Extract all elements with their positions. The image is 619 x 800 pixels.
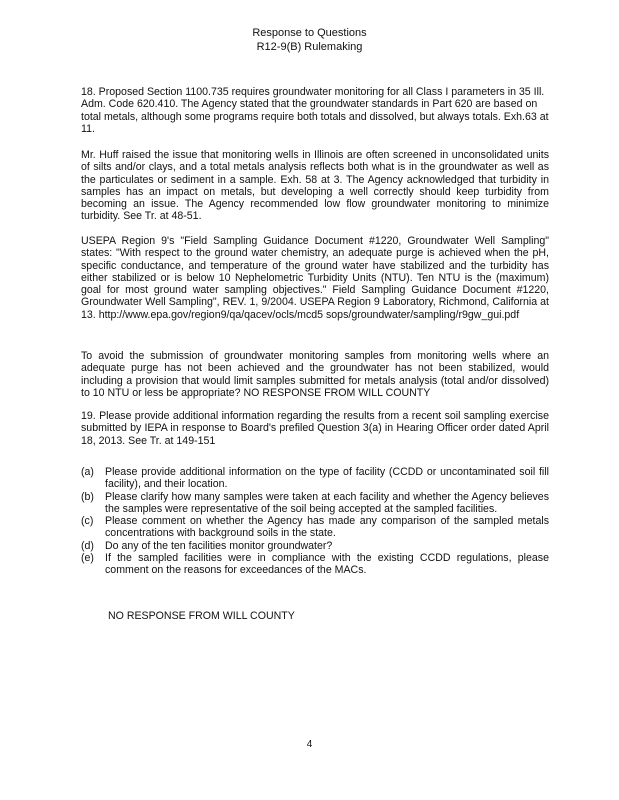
turbidity-question-paragraph: To avoid the submission of groundwater monitoring samples from monitoring wells where an adequate purge has not been achieved and the groundwater has not been stabilized, would including a provision that would limit samples submitted for metals analysis (total and/or dissolved) to 10 NTU or less be appropriate? NO RESPONSE FROM WILL COUNTY <box>81 350 549 399</box>
subquestion-list <box>81 466 549 577</box>
subquestion-item <box>81 540 549 552</box>
question-18-paragraph: 18. Proposed Section 1100.735 requires groundwater monitoring for all Class I parameters in 35 Ill. Adm. Code 620.410. The Agency stated that the groundwater standards in Part 620 are based on total metals, although some programs require both totals and dissolved, but always totals. Exh.63 at 11. <box>81 86 549 135</box>
subquestion-item <box>81 491 549 516</box>
subquestion-item <box>81 466 549 491</box>
subquestion-item <box>81 552 549 577</box>
subquestion-marker: (e) <box>81 552 94 565</box>
huff-paragraph: Mr. Huff raised the issue that monitoring wells in Illinois are often screened in unconsolidated units of silts and/or clays, and a total metals analysis reflects both what is in the groundwater as well as the particulates or sediment in a sample. Exh. 58 at 3. The Agency acknowledged that turbidity in samples has an impact on metals, but developing a well correctly should keep turbidity from becoming an issue. The Agency recommended low flow groundwater monitoring to minimize turbidity. See Tr. at 48-51. <box>81 149 549 223</box>
subquestion-marker: (c) <box>81 515 94 528</box>
subquestion-marker: (b) <box>81 490 94 503</box>
subquestion-text: Please clarify how many samples were taken at each facility and whether the Agency believes the samples were representative of the soil being accepted at the sampled facilities. <box>105 490 549 515</box>
subquestion-text: Please comment on whether the Agency has made any comparison of the sampled metals concentrations with background soils in the state. <box>105 515 549 540</box>
question-19-paragraph: 19. Please provide additional information regarding the results from a recent soil sampling exercise submitted by IEPA in response to Board's prefiled Question 3(a) in Hearing Officer order dated April 18, 2013. See Tr. at 149-151 <box>81 410 549 447</box>
usepa-paragraph <box>81 235 549 321</box>
usepa-url-link[interactable]: http://www.epa.gov/region9/qa/qacev/ocls/mcd5 sops/groundwater/sampling/r9gw_gui.pdf <box>98 308 520 321</box>
subquestion-text: Please provide additional information on the type of facility (CCDD or uncontaminated soil fill facility), and their location. <box>105 466 549 491</box>
subquestion-marker: (d) <box>81 539 94 552</box>
page-number: 4 <box>306 739 313 750</box>
subquestion-marker: (a) <box>81 466 94 478</box>
subquestion-text: Do any of the ten facilities monitor groundwater? <box>105 539 333 552</box>
subquestion-item <box>81 515 549 540</box>
subquestion-text: If the sampled facilities were in compliance with the existing CCDD regulations, please comment on the reasons for exceedances of the MACs. <box>105 552 549 577</box>
no-response-note: NO RESPONSE FROM WILL COUNTY <box>108 610 295 622</box>
usepa-quote: USEPA Region 9's "Field Sampling Guidance Document #1220, Groundwater Well Sampling" states: "With respect to the ground water chemistry, an adequate purge is achieved when the pH, specific conductance, and temperature of the ground water have stabilized and the turbidity has either stabilized or is below 10 Nephelometric Turbidity Units (NTU). Ten NTU is the (maximum) goal for most ground water sampling objectives." Field Sampling Guidance Document #1220, Groundwater Well Sampling", REV. 1, 9/2004. USEPA Region 9 Laboratory, Richmond, California at 13. <box>81 235 549 321</box>
document-subtitle: R12-9(B) Rulemaking <box>256 41 363 53</box>
document-title: Response to Questions <box>252 27 367 39</box>
document-header <box>0 26 619 54</box>
